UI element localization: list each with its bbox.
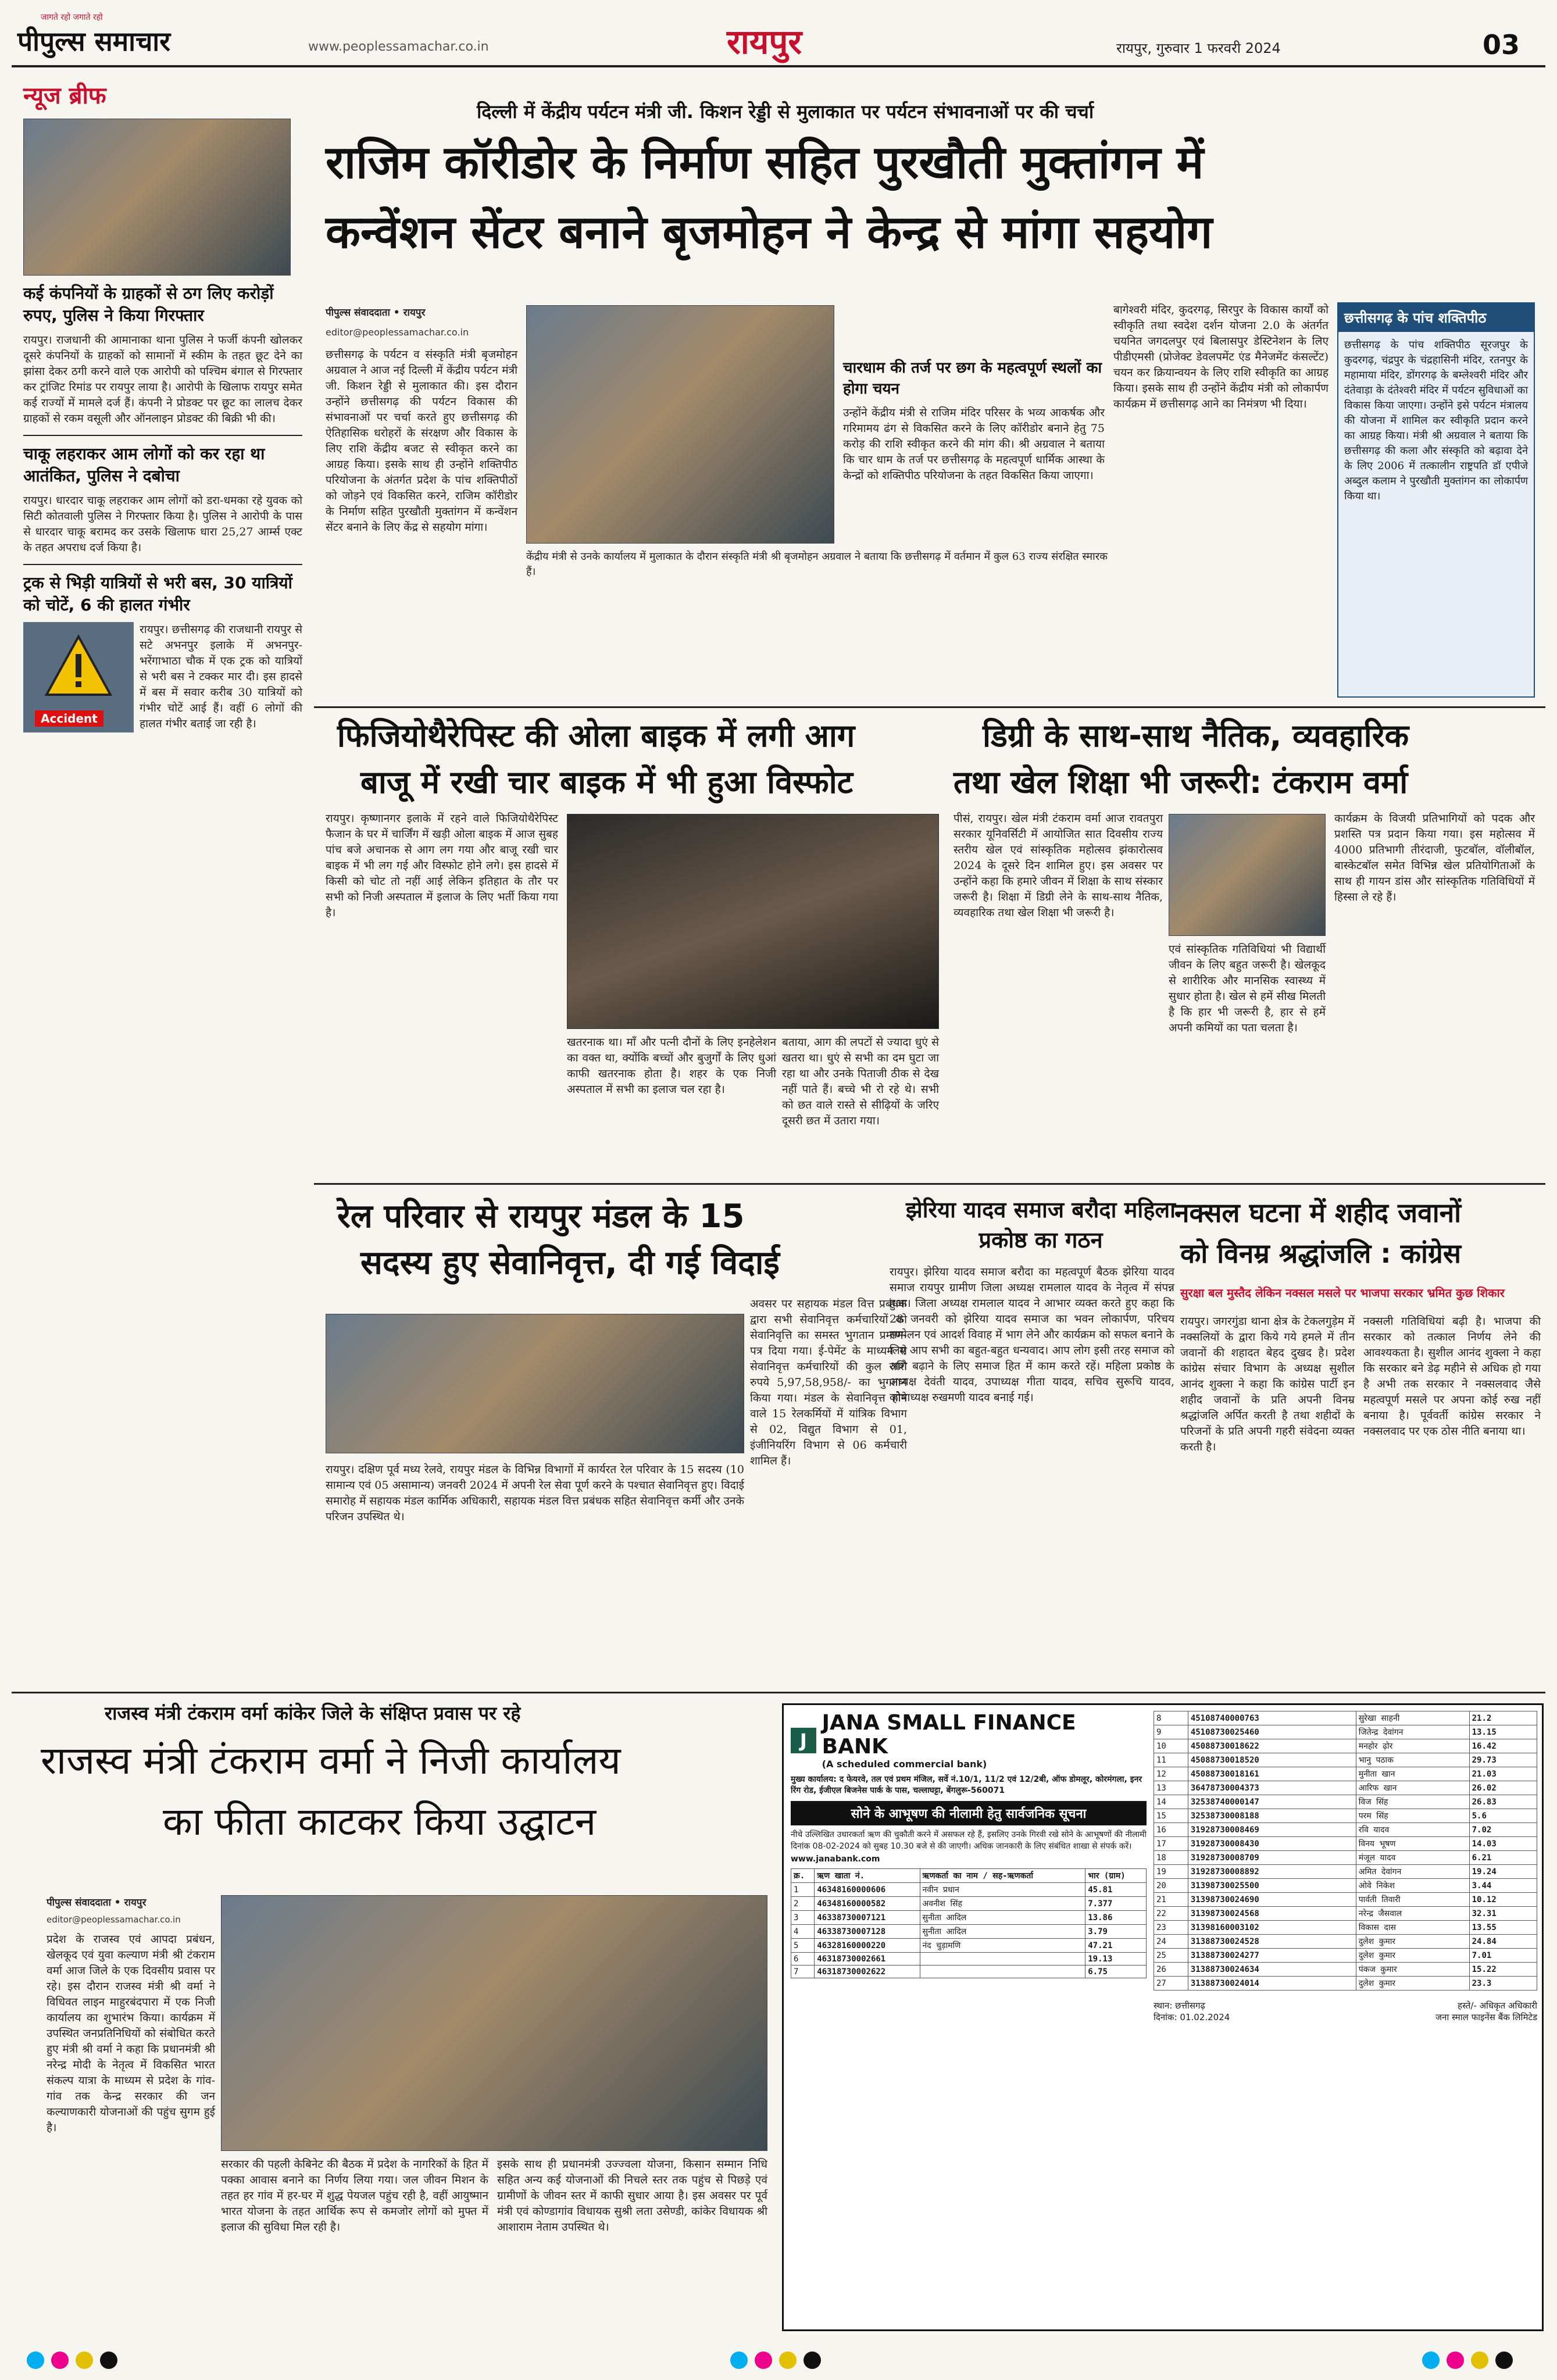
table-cell: पंकज कुमार	[1356, 1963, 1469, 1977]
table-cell: नंद चुड़ामणि	[920, 1939, 1085, 1953]
lead-body: छत्तीसगढ़ के पर्यटन व संस्कृति मंत्री बृजमोहन अग्रवाल ने आज नई दिल्ली में केंद्रीय पर्यटन मंत्री जी. किशन रेड्डी से मुलाकात की। इस दौरान उन्होंने छत्तीसगढ़ की पर्यटन विकास की संभावनाओं पर चर्चा करते हुए छत्तीसगढ़ की ऐतिहासिक धरोहरों के संरक्षण और विकास के लिए राशि केंद्रीय बजट से स्वीकृत करने का आग्रह किया। इसके साथ ही उन्होंने शक्तिपीठ परियोजना के अंतर्गत प्रदेश के पांच शक्तिपीठों को जोड़ने एवं विकसित करने, राजिम कॉरीडोर के निर्माण सहित पुरखौती मुक्तांगन में कन्वेंशन सेंटर बनाने के लिए केंद्र से सहयोग मांगा।	[326, 348, 517, 534]
table-cell: मनहोर ढ़ोर	[1356, 1739, 1469, 1753]
bank-sign: हस्ते/- अधिकृत अधिकारी	[1458, 2000, 1537, 2011]
bank-date: दिनांक: 01.02.2024	[1154, 2012, 1230, 2022]
table-cell: 19	[1154, 1865, 1188, 1879]
sports-body3: कार्यक्रम के विजयी प्रतिभागियों को पदक और प्रशस्ति पत्र प्रदान किया गया। इस महोत्सव में 4000 प्रतिभागी तीरंदाजी, फुटबॉल, वॉलीबॉल, बास्केटबॉल समेत विभिन्न खेल प्रतियोगिताओं के साथ ही गायन डांस और सांस्कृतिक गतिविधियों में हिस्सा ले रहे हैं।	[1334, 812, 1535, 903]
table-cell: 25	[1154, 1949, 1188, 1963]
rail-photo	[326, 1314, 744, 1453]
naxal-kicker: सुरक्षा बल मुस्तैद लेकिन नक्सल मसले पर भाजपा सरकार भ्रमित कुछ शिकार	[1180, 1286, 1505, 1300]
revenue-headline-line2: का फीता काटकर किया उद्घाटन	[163, 1799, 597, 1844]
table-cell: 6	[791, 1953, 815, 1966]
fire-body: रायपुर। कृष्णानगर इलाके में रहने वाले फिजियोथैरेपिस्ट फैजान के घर में चार्जिंग में खड़ी ओला बाइक में आज सुबह पांच बजे अचानक से आग लग गया और बाजू रखी चार बाइक में भी लग गई और विस्फोट होने लगे। इस हादसे में किसी को चोट तो नहीं आई लेकिन इतिहात के तौर पर सभी को निजी अस्पताल में इलाज के लिए भर्ती किया गया है।	[326, 812, 558, 919]
table-cell: 46318730002622	[815, 1966, 920, 1978]
table-cell: 45108730025460	[1188, 1725, 1356, 1739]
cmyk-strip-right	[1419, 2352, 1516, 2371]
table-cell: 23	[1154, 1921, 1188, 1935]
table-cell: 5.6	[1469, 1809, 1537, 1823]
table-cell: सुनीता आदिल	[920, 1925, 1085, 1939]
table-cell: 31388730024634	[1188, 1963, 1356, 1977]
bank-name: JANA SMALL FINANCE BANK	[822, 1711, 1076, 1759]
divider-lower	[12, 1692, 1545, 1693]
table-cell: 9	[1154, 1725, 1188, 1739]
brief3-headline: ट्रक से भिड़ी यात्रियों से भरी बस, 30 यात्रियों को चोटें, 6 की हालत गंभीर	[23, 573, 292, 614]
table-cell: 10	[1154, 1739, 1188, 1753]
brief-divider-1	[23, 435, 302, 436]
table-cell: 31928730008430	[1188, 1837, 1356, 1851]
table-cell: 32.31	[1469, 1907, 1537, 1921]
table-row	[791, 1953, 1147, 1966]
lead-col3	[843, 305, 1105, 484]
table-cell: मुनीता खान	[1356, 1767, 1469, 1781]
table-cell: 6.75	[1085, 1966, 1147, 1978]
table-cell: दुलेश कुमार	[1356, 1977, 1469, 1991]
table-cell: सुरेखा साहनी	[1356, 1711, 1469, 1725]
bank-col-header: ऋणकर्ता का नाम / सह-ऋणकर्ता	[920, 1869, 1085, 1883]
table-cell: 45088730018622	[1188, 1739, 1356, 1753]
bank-website[interactable]: www.janabank.com	[791, 1854, 880, 1864]
table-cell: 21.2	[1469, 1711, 1537, 1725]
news-brief-label: न्यूज ब्रीफ	[23, 83, 106, 109]
sports-body: पीसं, रायपुर। खेल मंत्री टंकराम वर्मा आज रावतपुरा सरकार यूनिवर्सिटी में आयोजित सात दिवसीय राज्य स्तरीय खेल एवं सांस्कृतिक महोत्सव झंकारोत्सव 2024 के दूसरे दिन शामिल हुए। इस अवसर पर उन्होंने कहा कि हमारे जीवन में शिक्षा के साथ संस्कार जरूरी है। शिक्षा में डिग्री लेने के साथ-साथ नैतिक, व्यवहारिक तथा खेल शिक्षा भी जरूरी है।	[954, 812, 1163, 919]
bank-subtitle: (A scheduled commercial bank)	[822, 1759, 987, 1770]
table-cell: 13	[1154, 1781, 1188, 1795]
cyan-dot	[1422, 2352, 1440, 2369]
table-row	[791, 1939, 1147, 1953]
table-row	[1154, 1935, 1537, 1949]
bank-sign2: जना स्माल फाइनेंस बैंक लिमिटेड	[1435, 2012, 1537, 2022]
table-cell: पार्वती तिवारी	[1356, 1893, 1469, 1907]
table-cell: 21.03	[1469, 1767, 1537, 1781]
rail-body2: अवसर पर सहायक मंडल वित्त प्रबंधक द्वारा सभी सेवानिवृत्त कर्मचारियों को सेवानिवृत्ति का समस्त भुगतान प्रमाण-पत्र दिया गया। ई-पेमेंट के माध्यम से सेवानिवृत्त कर्मचारियों की कुल राशि रुपये 5,97,58,958/- का भुगतान किया गया। मंडल के सेवानिवृत्त होने वाले 15 रेलकर्मियों में यांत्रिक विभाग से 02, विद्युत विभाग से 01, इंजीनियरिंग विभाग से 06 कर्मचारी शामिल हैं।	[750, 1298, 907, 1467]
table-cell: 14.03	[1469, 1837, 1537, 1851]
revenue-kicker: राजस्व मंत्री टंकराम वर्मा कांकेर जिले के संक्षिप्त प्रवास पर रहे	[105, 1702, 521, 1724]
lead-subhead: चारधाम की तर्ज पर छग के महत्वपूर्ण स्थलों का होगा चयन	[843, 359, 1102, 398]
page-number: 03	[1483, 29, 1520, 60]
black-dot	[100, 2352, 117, 2369]
cmyk-strip-center	[727, 2352, 824, 2371]
table-cell: 11	[1154, 1753, 1188, 1767]
table-cell: 3.44	[1469, 1879, 1537, 1893]
table-row	[1154, 1907, 1537, 1921]
table-cell: 46338730007128	[815, 1925, 920, 1939]
table-cell: 45.81	[1085, 1883, 1147, 1897]
lead-kicker: दिल्ली में केंद्रीय पर्यटन मंत्री जी. किशन रेड्डी से मुलाकात पर पर्यटन संभावनाओं पर की चर्चा	[477, 101, 1094, 123]
table-row	[791, 1883, 1147, 1897]
table-row	[1154, 1879, 1537, 1893]
table-cell: 8	[1154, 1711, 1188, 1725]
table-cell: 31398160003102	[1188, 1921, 1356, 1935]
table-cell: 47.21	[1085, 1939, 1147, 1953]
table-cell: 7.01	[1469, 1949, 1537, 1963]
brief-divider-2	[23, 564, 302, 565]
table-cell: आरिफ खान	[1356, 1781, 1469, 1795]
table-cell: 1	[791, 1883, 815, 1897]
table-cell: 14	[1154, 1795, 1188, 1809]
table-row	[1154, 1781, 1537, 1795]
table-cell: 7.02	[1469, 1823, 1537, 1837]
lead-photo-meeting	[526, 305, 834, 544]
lead-body3: बागेश्वरी मंदिर, कुदरगढ़, सिरपुर के विकास कार्यों को स्वीकृति तथा स्वदेश दर्शन योजना 2.0 के अंतर्गत चयनित जगदलपुर एवं बिलासपुर डेस्टिनेशन के लिए पीडीएमसी (प्रोजेक्ट डेवलपमेंट एंड मैनेजमेंट कंसल्टेंट) चयन कर क्रियान्वयन के लिए राशि स्वीकृति का आग्रह किया। इसके साथ ही उन्होंने केंद्रीय मंत्री को लोकार्पण कार्यक्रम में छत्तीसगढ़ आने का निमंत्रण भी दिया।	[1113, 303, 1329, 410]
table-cell: 23.3	[1469, 1977, 1537, 1991]
magenta-dot	[755, 2352, 772, 2369]
bank-place: स्थान: छत्तीसगढ़	[1154, 2000, 1205, 2011]
table-cell: 7	[791, 1966, 815, 1978]
table-row	[1154, 1865, 1537, 1879]
table-cell: 32538730008188	[1188, 1809, 1356, 1823]
bank-ad-left	[791, 1711, 1147, 1978]
table-cell: 26.83	[1469, 1795, 1537, 1809]
bank-col-header: क्र.	[791, 1869, 815, 1883]
bank-office: मुख्य कार्यालय: द फेयरवे, तल एवं प्रथम मंजिल, सर्वे नं.10/1, 11/2 एवं 12/2बी, ऑफ डोमलूर, कोरमंगला, इनर रिंग रोड, ईजीएल बिजनेस पार्क के पास, चल्लाघट्टा, बेंगलुरू-560071	[791, 1775, 1142, 1795]
revenue-body2: सरकार की पहली केबिनेट की बैठक में प्रदेश के नागरिकों के हित में पक्का आवास बनाने का निर्णय लिया गया। जल जीवन मिशन के तहत हर गांव में हर-घर में शुद्ध पेयजल पहुंच रही है, वहीं आयुष्मान भारत योजना के तहत आर्थिक रूप से कमजोर लोगों को मुफ्त में इलाज की सुविधा मिल रही है।	[221, 2158, 488, 2234]
sports-headline-line1: डिग्री के साथ-साथ नैतिक, व्यवहारिक	[983, 717, 1409, 754]
table-cell: विकास दास	[1356, 1921, 1469, 1935]
brief2-body: रायपुर। धारदार चाकू लहराकर आम लोगों को डरा-धमका रहे युवक को सिटी कोतवाली पुलिस ने गिरफ्तार किया है। पुलिस ने आरोपी के पास से धारदार चाकू बरामद कर उसके खिलाफ धारा 25,27 आर्म्स एक्ट के तहत अपराध दर्ज किया है।	[23, 494, 302, 554]
news-brief-column	[23, 78, 302, 1590]
table-cell: 46348160000606	[815, 1883, 920, 1897]
table-cell: 26	[1154, 1963, 1188, 1977]
paper-name: पीपुल्स समाचार	[17, 26, 171, 57]
bank-table-right	[1154, 1711, 1537, 1991]
table-cell: 22	[1154, 1907, 1188, 1921]
revenue-col1	[47, 1895, 215, 2136]
lead-headline-line2: कन्वेंशन सेंटर बनाने बृजमोहन ने केन्द्र से मांगा सहयोग	[326, 206, 1213, 259]
table-row	[1154, 1921, 1537, 1935]
rail-headline-line2: सदस्य हुए सेवानिवृत्त, दी गई विदाई	[360, 1244, 780, 1282]
yellow-dot	[779, 2352, 797, 2369]
table-cell: 6.21	[1469, 1851, 1537, 1865]
table-cell: सुनीता आदिल	[920, 1911, 1085, 1925]
table-cell: मंजूल यादव	[1356, 1851, 1469, 1865]
table-cell: 13.15	[1469, 1725, 1537, 1739]
table-cell: 12	[1154, 1767, 1188, 1781]
rail-body: रायपुर। दक्षिण पूर्व मध्य रेलवे, रायपुर मंडल के विभिन्न विभागों में कार्यरत रेल परिवार के 15 सदस्य (10 सामान्य एवं 05 असामान्य) जनवरी 2024 में अपनी रेल सेवा पूर्ण करने के पश्चात सेवानिवृत्त हुए। विदाई समारोह में सहायक मंडल कार्मिक अधिकारी, सहायक मंडल वित्त प्रबंधक सहित सेवानिवृत्त कर्मी और उनके परिजन उपस्थित थे।	[326, 1463, 744, 1523]
paper-logo[interactable]	[17, 12, 285, 58]
table-cell: अमित देवांगन	[1356, 1865, 1469, 1879]
table-cell: 4	[791, 1925, 815, 1939]
table-cell: 3	[791, 1911, 815, 1925]
fire-photo	[567, 814, 939, 1029]
yellow-dot	[1471, 2352, 1488, 2369]
cyan-dot	[730, 2352, 748, 2369]
lead-email[interactable]: editor@peoplessamachar.co.in	[326, 327, 469, 338]
table-cell: 29.73	[1469, 1753, 1537, 1767]
table-cell: 13.55	[1469, 1921, 1537, 1935]
site-url[interactable]: www.peoplessamachar.co.in	[308, 40, 489, 54]
table-cell: 31398730025500	[1188, 1879, 1356, 1893]
table-cell: 18	[1154, 1851, 1188, 1865]
table-row	[1154, 1949, 1537, 1963]
lead-byline: पीपुल्स संवाददाता • रायपुर	[326, 307, 426, 319]
bank-notice-text: नीचे उल्लिखित उधारकर्ता ऋण की चुकौती करने में असफल रहे हैं, इसलिए उनके गिरवी रखे सोने के आभूषणों की नीलामी दिनांक 08-02-2024 को सुबह 10.30 बजे से की जाएगी। अधिक जानकारी के लिए संबंधित शाखा से संपर्क करें।	[791, 1830, 1147, 1851]
table-cell: रवि यादव	[1356, 1823, 1469, 1837]
table-cell: जितेन्द्र देवांगन	[1356, 1725, 1469, 1739]
black-dot	[804, 2352, 821, 2369]
box-title: छत्तीसगढ़ के पांच शक्तिपीठ	[1338, 303, 1534, 332]
naxal-headline-line2: को विनम्र श्रद्धांजलि : कांग्रेस	[1180, 1238, 1461, 1269]
table-row	[1154, 1977, 1537, 1991]
divider-lead	[314, 706, 1545, 708]
table-cell: 26.02	[1469, 1781, 1537, 1795]
sports-headline-line2: तथा खेल शिक्षा भी जरूरी: टंकराम वर्मा	[954, 764, 1408, 801]
shaktipeeth-box	[1337, 302, 1535, 698]
revenue-headline-line1: राजस्व मंत्री टंकराम वर्मा ने निजी कार्यालय	[41, 1738, 621, 1783]
table-row	[1154, 1823, 1537, 1837]
revenue-photo	[221, 1895, 767, 2151]
table-cell: 32538740000147	[1188, 1795, 1356, 1809]
table-cell: 31388730024528	[1188, 1935, 1356, 1949]
table-cell: 36478730004373	[1188, 1781, 1356, 1795]
table-cell	[920, 1966, 1085, 1978]
table-cell: 3.79	[1085, 1925, 1147, 1939]
table-cell: भानु पठाक	[1356, 1753, 1469, 1767]
table-cell: 17	[1154, 1837, 1188, 1851]
table-cell: 20	[1154, 1879, 1188, 1893]
table-cell: 19.24	[1469, 1865, 1537, 1879]
fire-body3: बताया, आग की लपटों से ज्यादा धुएं से खतरा था। धुएं से सभी का दम घुटा जा रहा था और उनके पिताजी ठीक से देख नहीं पाते हैं। बच्चे भी रो रहे थे। सभी को छत वाले रास्ते से सीढ़ियों के जरिए दूसरी छत में उतारा गया।	[782, 1036, 939, 1127]
table-row	[791, 1911, 1147, 1925]
table-cell: 31398730024690	[1188, 1893, 1356, 1907]
table-cell: दुलेश कुमार	[1356, 1935, 1469, 1949]
brief-photo-police	[23, 119, 291, 276]
bank-notice-title: सोने के आभूषण की नीलामी हेतु सार्वजनिक सूचना	[791, 1801, 1147, 1825]
table-cell: विनय भूषण	[1356, 1837, 1469, 1851]
table-cell: 31388730024277	[1188, 1949, 1356, 1963]
table-cell: 31388730024014	[1188, 1977, 1356, 1991]
table-cell: नवीन प्रधान	[920, 1883, 1085, 1897]
table-cell: 7.377	[1085, 1897, 1147, 1911]
table-cell: 24	[1154, 1935, 1188, 1949]
naxal-headline-line1: नक्सल घटना में शहीद जवानों	[1174, 1197, 1462, 1228]
table-cell	[920, 1953, 1085, 1966]
black-dot	[1495, 2352, 1513, 2369]
divider-mid	[314, 1183, 1545, 1185]
jhariya-headline: झेरिया यादव समाज बरौदा महिला प्रकोष्ठ का गठन	[905, 1197, 1176, 1253]
brief3-body: रायपुर। छत्तीसगढ़ की राजधानी रायपुर से सटे अभनपुर इलाके में अभनपुर-भरेंगाभाठा चौक में एक ट्रक को यात्रियों से भरी बस ने टक्कर मार दी। इस हादसे में बस में सवार करीब 30 यात्रियों को गंभीर चोटें आई हैं। वहीं 6 लोगों की हालत गंभीर बताई जा रही है।	[140, 623, 302, 730]
lead-photo-caption: केंद्रीय मंत्री से उनके कार्यालय में मुलाकात के दौरान संस्कृति मंत्री श्री बृजमोहन अग्रवाल ने बताया कि छत्तीसगढ़ में वर्तमान में कुल 63 राज्य संरक्षित स्मारक हैं।	[526, 551, 1108, 578]
paper-tagline: जागते रहो जगाते रहो	[41, 13, 103, 22]
table-row	[791, 1897, 1147, 1911]
revenue-body3: इसके साथ ही प्रधानमंत्री उज्ज्वला योजना, किसान सम्मान निधि सहित अन्य कई योजनाओं की निचले स्तर तक पहुंच से पिछड़े एवं ग्रामीणों के जीवन स्तर में काफी सुधार आया है। इस अवसर पर पूर्व मंत्री एवं कोण्डागांव विधायक सुश्री लता उसेण्डी, कांकेर विधायक श्री आशाराम नेताम उपस्थित थे।	[497, 2158, 767, 2234]
table-cell: 15	[1154, 1809, 1188, 1823]
bank-ad-right	[1154, 1711, 1537, 2023]
table-cell: 46348160000582	[815, 1897, 920, 1911]
fire-body2: खतरनाक था। माँ और पत्नी दौनों के लिए इनहेलेशन का वक्त था, क्योंकि बच्चों और बुजुर्गों के लिए धुआं काफी खतरनाक होता है। शहर के एक निजी अस्पताल में सभी का इलाज चल रहा है।	[567, 1036, 776, 1096]
yellow-dot	[76, 2352, 93, 2369]
bank-ad	[782, 1703, 1544, 2331]
table-row	[1154, 1753, 1537, 1767]
table-row	[1154, 1795, 1537, 1809]
dateline: रायपुर, गुरुवार 1 फरवरी 2024	[1116, 40, 1281, 56]
table-cell: 2	[791, 1897, 815, 1911]
accident-photo	[23, 622, 134, 732]
accident-caption: Accident	[35, 710, 103, 727]
table-cell: 27	[1154, 1977, 1188, 1991]
table-cell: 46318730002661	[815, 1953, 920, 1966]
masthead	[0, 0, 1557, 70]
bank-col-header: भार (ग्राम)	[1085, 1869, 1147, 1883]
bank-col-header: ऋण खाता नं.	[815, 1869, 920, 1883]
table-cell: 46328160000220	[815, 1939, 920, 1953]
table-row	[1154, 1725, 1537, 1739]
table-cell: 45088730018520	[1188, 1753, 1356, 1767]
fire-headline-line1: फिजियोथैरेपिस्ट की ओला बाइक में लगी आग	[337, 717, 855, 754]
table-cell: 45108740000763	[1188, 1711, 1356, 1725]
magenta-dot	[51, 2352, 69, 2369]
table-row	[791, 1925, 1147, 1939]
table-cell: 13.86	[1085, 1911, 1147, 1925]
table-row	[1154, 1851, 1537, 1865]
table-cell: 31928730008892	[1188, 1865, 1356, 1879]
cmyk-strip-left	[23, 2352, 121, 2371]
box-body: छत्तीसगढ़ के पांच शक्तिपीठ सूरजपुर के कुदरगढ़, चंद्रपुर के चंद्रहासिनी मंदिर, रतनपुर के महामाया मंदिर, डोंगरगढ़ के बम्लेश्वरी मंदिर और दंतेवाड़ा के दंतेश्वरी मंदिर में पर्यटन सुविधाओं का विकास किया जाएगा। उन्होंने इसे पर्यटन मंत्रालय की योजना में शामिल कर स्वीकृति प्रदान करने का आग्रह किया। मंत्री श्री अग्रवाल ने बताया कि छत्तीसगढ़ की कला और संस्कृति को बढ़ावा देने के लिए 2006 में तत्कालीन राष्ट्रपति डॉ एपीजे अब्दुल कलाम ने पुरखौती मुक्तांगन का लोकार्पण किया था।	[1344, 339, 1528, 502]
table-cell: 19.13	[1085, 1953, 1147, 1966]
table-cell: 31928730008469	[1188, 1823, 1356, 1837]
cyan-dot	[27, 2352, 44, 2369]
table-cell: विज सिंह	[1356, 1795, 1469, 1809]
table-row	[1154, 1837, 1537, 1851]
revenue-body: प्रदेश के राजस्व एवं आपदा प्रबंधन, खेलकूद एवं युवा कल्याण मंत्री श्री टंकराम वर्मा आज जिले के एक दिवसीय प्रवास पर रहे। इस दौरान राजस्व मंत्री श्री वर्मा ने विधिवत लाइन माहुरबंदपारा में एक निजी कार्यालय का शुभारंभ किया। कार्यक्रम में उपस्थित जनप्रतिनिधियों को संबोधित करते हुए मंत्री श्री वर्मा ने कहा कि प्रधानमंत्री श्री नरेन्द्र मोदी के नेतृत्व में विकसित भारत संकल्प यात्रा के माध्यम से प्रदेश के गांव-गांव तक केन्द्र सरकार की जन कल्याणकारी योजनाओं की पहुंच सुगम हुई है।	[47, 1933, 215, 2134]
table-row	[1154, 1711, 1537, 1725]
bank-table-left	[791, 1868, 1147, 1978]
table-cell: अवनीश सिंह	[920, 1897, 1085, 1911]
sports-photo	[1169, 814, 1326, 936]
table-cell: 46338730007121	[815, 1911, 920, 1925]
naxal-body2: नक्सली गतिविधियां बढ़ी है। भाजपा की सरकार को तत्काल निर्णय लेने की आवश्यकता है। सुशील आनंद शुक्ला ने कहा कि सरकार बने डेढ़ महीने से अधिक हो गया है अभी तक सरकार ने नक्सलवाद जैसे महत्वपूर्ण मसले पर अपना कोई रुख नहीं बनाया है। पूर्ववर्ती कांग्रेस सरकार ने नक्सलवाद पर एक ठोस नीति बनाया था।	[1363, 1315, 1541, 1438]
bank-logo-icon: J	[791, 1728, 816, 1753]
table-cell: नरेन्द्र जैसवाल	[1356, 1907, 1469, 1921]
lead-byline-block	[326, 305, 517, 535]
lead-headline-line1: राजिम कॉरीडोर के निर्माण सहित पुरखौती मुक्तांगन में	[326, 137, 1204, 189]
table-row	[1154, 1963, 1537, 1977]
revenue-email[interactable]: editor@peoplessamachar.co.in	[47, 1914, 181, 1925]
brief1-headline: कई कंपनियों के ग्राहकों से ठग लिए करोड़ों रुपए, पुलिस ने किया गिरफ्तार	[23, 284, 274, 325]
table-cell: 45088730018161	[1188, 1767, 1356, 1781]
magenta-dot	[1447, 2352, 1464, 2369]
table-cell: परम सिंह	[1356, 1809, 1469, 1823]
sports-body2: एवं सांस्कृतिक गतिविधियां भी विद्यार्थी जीवन के लिए बहुत जरूरी है। खेलकूद से शारीरिक और मानसिक स्वास्थ्य में सुधार होता है। खेल से हमें सीख मिलती है कि हार भी जरूरी है, हार से हमें अपनी कमियों का पता चलता है।	[1169, 943, 1326, 1034]
table-cell: 31398730024568	[1188, 1907, 1356, 1921]
naxal-body: रायपुर। जगरगुंडा थाना क्षेत्र के टेकलगुड़ेम में नक्सलियों के द्वारा किये गये हमले में तीन जवानों की शहादत बेहद दुखद है। प्रदेश कांग्रेस संचार विभाग के अध्यक्ष सुशील आनंद शुक्ला ने कहा कि कांग्रेस पार्टी इन शहीद जवानों के प्रति अपनी विनम्र श्रद्धांजलि अर्पित करती है तथा शहीदों के परिजनों के प्रति अपनी गहरी संवेदना व्यक्त करती है।	[1180, 1315, 1355, 1453]
jhariya-body: रायपुर। झेरिया यादव समाज बरौदा का महत्वपूर्ण बैठक झेरिया यादव समाज रायपुर ग्रामीण जिला अध्यक्ष रामलाल यादव के नेतृत्व में संपन्न हुआ। जिला अध्यक्ष रामलाल यादव ने आभार व्यक्त करते हुए कहा कि 28 जनवरी को झेरिया यादव समाज का भवन लोकार्पण, परिचय सम्मेलन एवं आदर्श विवाह में भाग लेने और कार्यक्रम को सफल बनाने के लिए आप सभी का बहुत-बहुत धन्यवाद। आप लोग इसी तरह समाज को आगे बढ़ाने के लिए समाज हित में काम करते रहें। महिला प्रकोष्ठ के अध्यक्ष देवंती यादव, उपाध्यक्ष गीता यादव, सचिव सुरूचि यादव, कोषाध्यक्ष रुखमणी यादव बनाई गई।	[890, 1266, 1174, 1404]
table-row	[1154, 1767, 1537, 1781]
table-row	[1154, 1739, 1537, 1753]
table-row	[1154, 1809, 1537, 1823]
revenue-byline: पीपुल्स संवाददाता • रायपुर	[47, 1897, 147, 1909]
table-cell: 16	[1154, 1823, 1188, 1837]
brief2-headline: चाकू लहराकर आम लोगों को कर रहा था आतंकित, पुलिस ने दबोचा	[23, 444, 265, 485]
table-cell: दुलेश कुमार	[1356, 1949, 1469, 1963]
section-name: रायपुर	[727, 22, 802, 62]
masthead-rule	[12, 65, 1545, 67]
rail-headline-line1: रेल परिवार से रायपुर मंडल के 15	[337, 1198, 745, 1235]
table-cell: 16.42	[1469, 1739, 1537, 1753]
table-cell: 10.12	[1469, 1893, 1537, 1907]
table-row	[1154, 1893, 1537, 1907]
fire-headline-line2: बाजू में रखी चार बाइक में भी हुआ विस्फोट	[360, 764, 853, 801]
table-row	[791, 1966, 1147, 1978]
table-cell: 21	[1154, 1893, 1188, 1907]
table-cell: 24.84	[1469, 1935, 1537, 1949]
table-cell: 5	[791, 1939, 815, 1953]
brief1-body: रायपुर। राजधानी की आमानाका थाना पुलिस ने फर्जी कंपनी खोलकर दूसरे कंपनियों के ग्राहकों को सामानों में स्कीम के तहत छूट देने का झांसा देकर ठगी करने वाले एक आरोपी को पश्चिम बंगाल से गिरफ्तार कर ट्रांजिट रिमांड पर रायपुर लाया है। आरोपी के खिलाफ रायपुर समेत कई राज्यों में मामले दर्ज हैं। कंपनी ने प्रोडक्ट पर छूट का लालच देकर ग्राहकों से रकम वसूली और ऑनलाइन प्रोडक्ट की बिक्री भी की।	[23, 334, 302, 425]
table-cell: 15.22	[1469, 1963, 1537, 1977]
lead-body2: उन्होंने केंद्रीय मंत्री से राजिम मंदिर परिसर के भव्य आकर्षक और गरिमामय ढंग से विकसित करने के लिए कॉरीडोर बनाने हेतु 75 करोड़ की राशि स्वीकृत करने की मांग की। श्री अग्रवाल ने बताया कि चार धाम के तर्ज पर छत्तीसगढ़ के महत्वपूर्ण धार्मिक आस्था के केन्द्रों को शक्तिपीठ परियोजना के तहत विकसित किया जाएगा।	[843, 406, 1105, 482]
table-cell: 31928730008709	[1188, 1851, 1356, 1865]
warning-icon	[44, 634, 113, 698]
table-cell: ओवे निकेश	[1356, 1879, 1469, 1893]
